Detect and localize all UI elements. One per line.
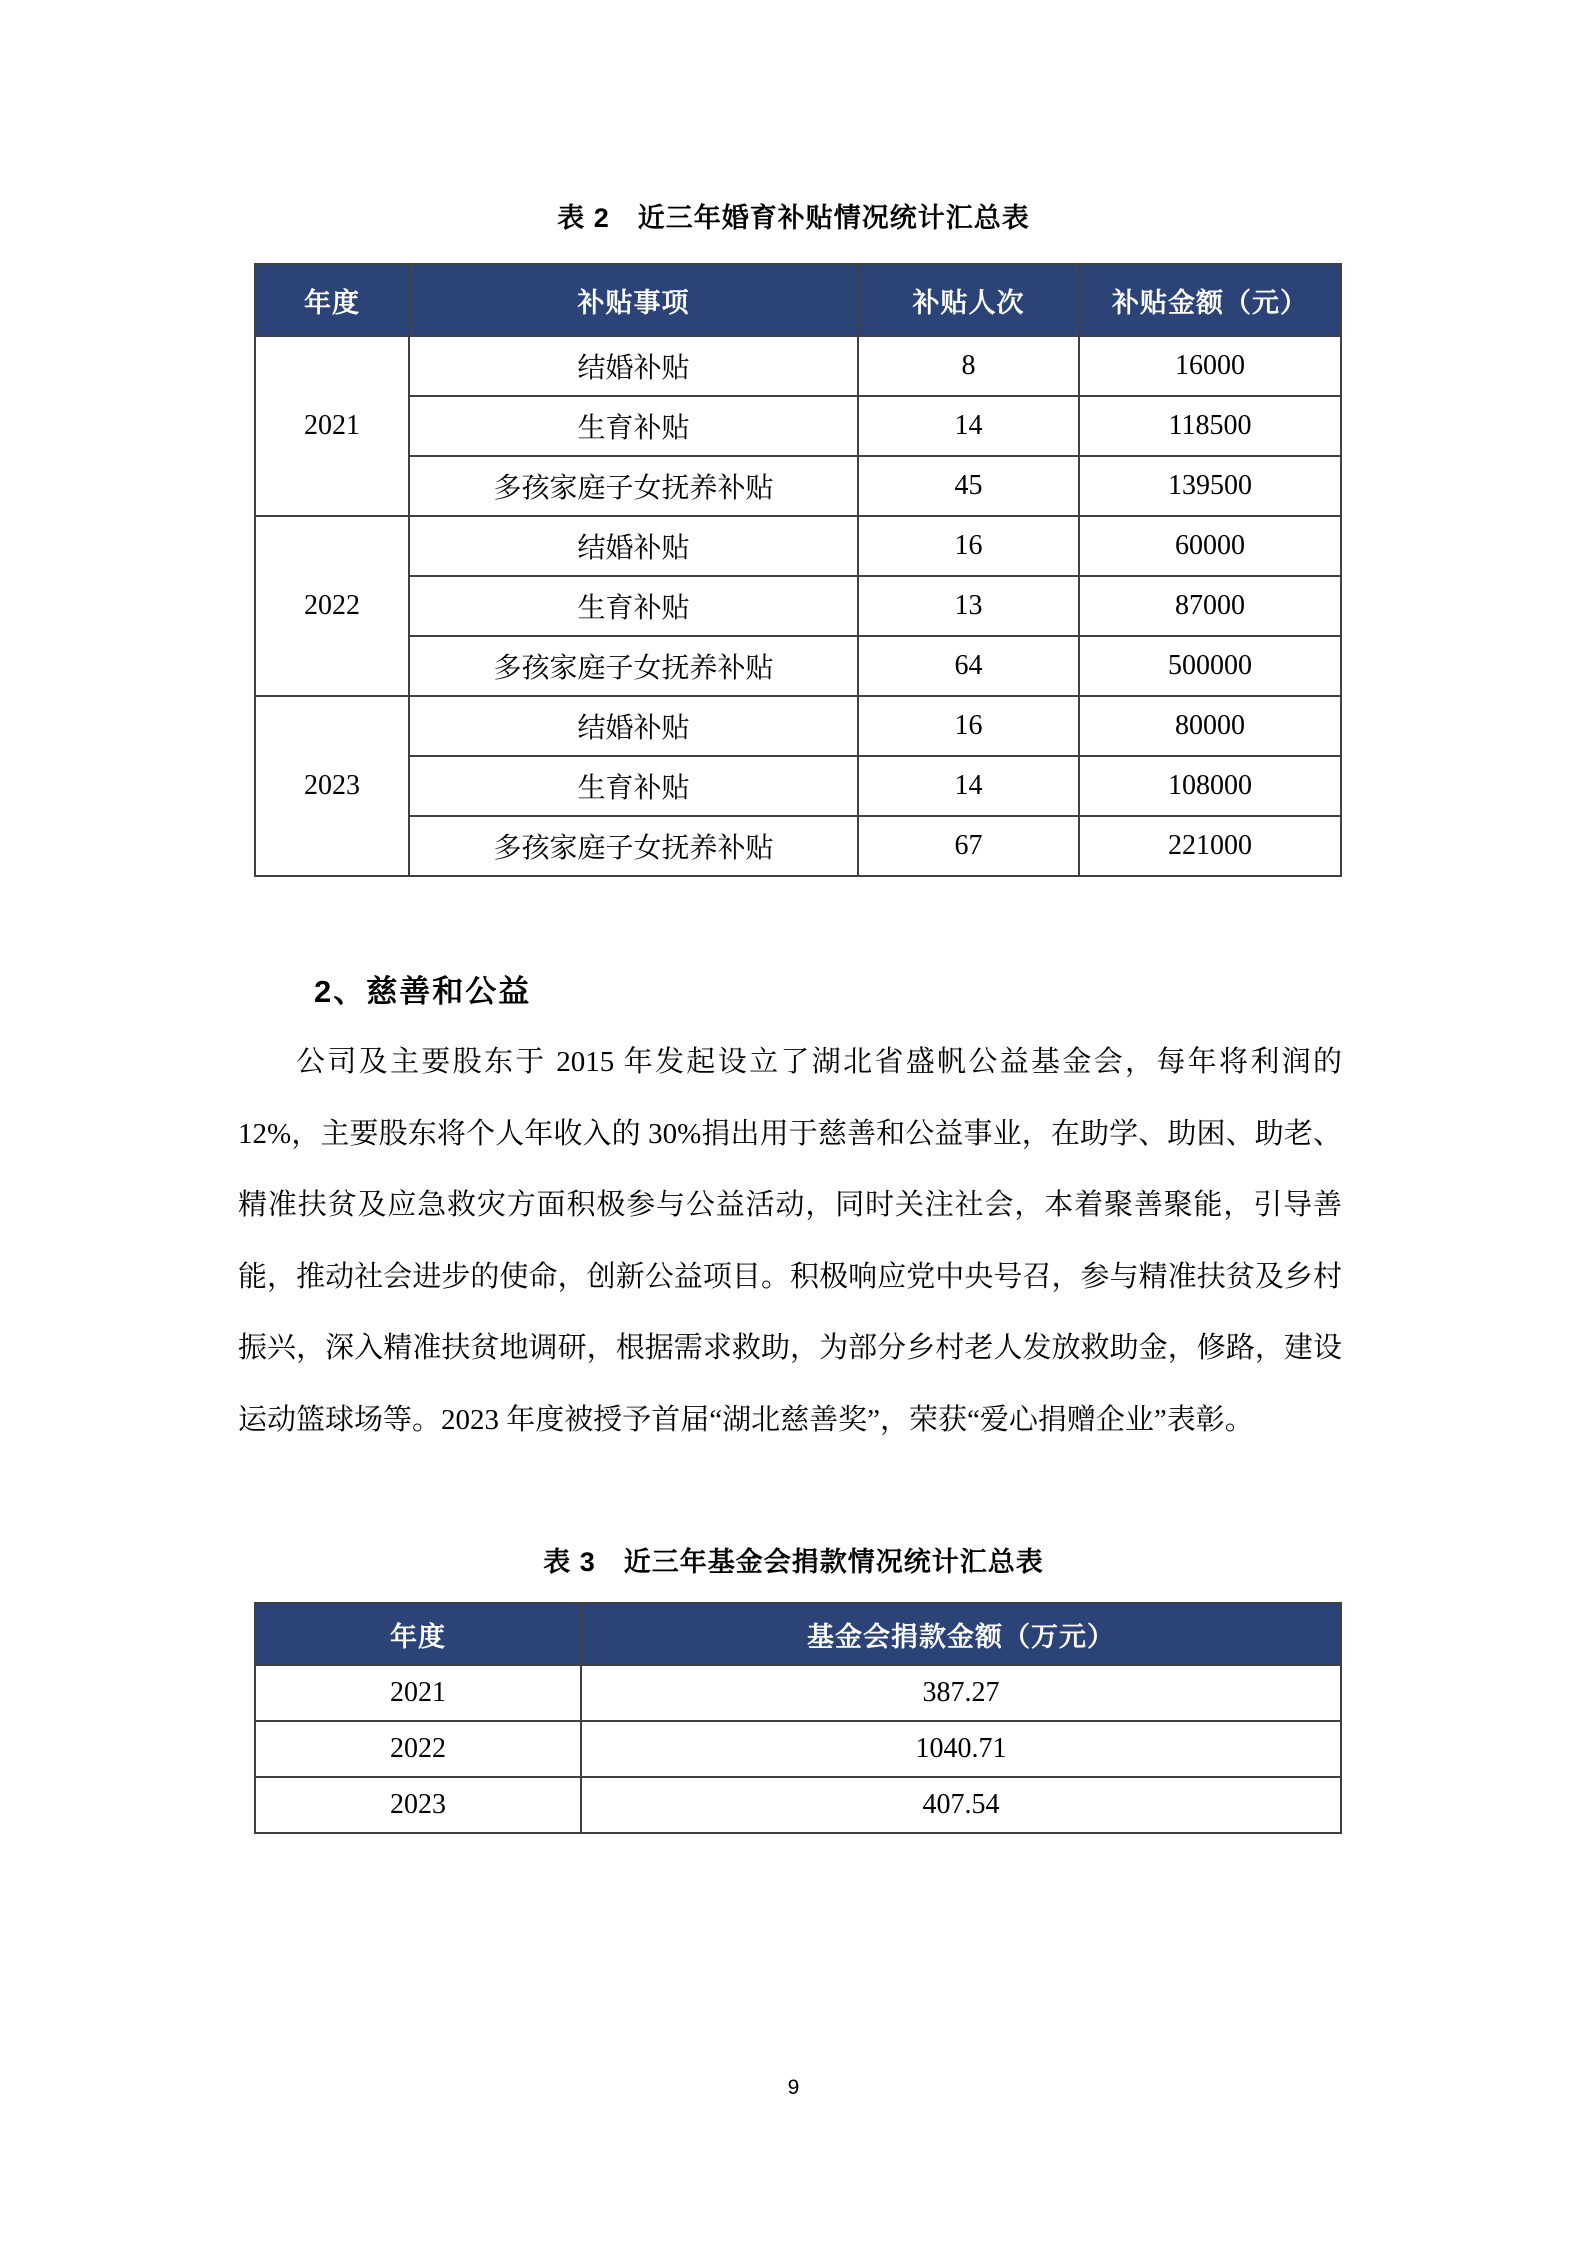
- donation-cell: 407.54: [581, 1777, 1341, 1833]
- table2-header-row: [255, 264, 1341, 336]
- table-row: [255, 696, 1341, 756]
- col-header-subsidy-amount: 补贴金额（元）: [1079, 264, 1341, 336]
- count-cell: 67: [858, 816, 1079, 876]
- col-header-year: 年度: [255, 1603, 581, 1665]
- count-cell: 13: [858, 576, 1079, 636]
- amount-cell: 221000: [1079, 816, 1341, 876]
- table-row: [255, 1777, 1341, 1833]
- col-header-subsidy-count: 补贴人次: [858, 264, 1079, 336]
- table-row: [255, 756, 1341, 816]
- table2-caption: 表 2 近三年婚育补贴情况统计汇总表: [557, 203, 1030, 233]
- table-row: [255, 336, 1341, 396]
- item-cell: 结婚补贴: [409, 696, 858, 756]
- count-cell: 16: [858, 516, 1079, 576]
- item-cell: 生育补贴: [409, 396, 858, 456]
- table-row: [255, 396, 1341, 456]
- page-number: 9: [787, 2076, 800, 2099]
- table3-header-row: [255, 1603, 1341, 1665]
- col-header-subsidy-item: 补贴事项: [409, 264, 858, 336]
- count-cell: 14: [858, 756, 1079, 816]
- table-row: [255, 816, 1341, 876]
- year-cell: 2022: [255, 516, 409, 696]
- col-header-donation-amount: 基金会捐款金额（万元）: [581, 1603, 1341, 1665]
- col-header-year: 年度: [255, 264, 409, 336]
- count-cell: 64: [858, 636, 1079, 696]
- count-cell: 45: [858, 456, 1079, 516]
- amount-cell: 60000: [1079, 516, 1341, 576]
- donation-cell: 387.27: [581, 1665, 1341, 1721]
- item-cell: 结婚补贴: [409, 336, 858, 396]
- table-row: [255, 636, 1341, 696]
- item-cell: 结婚补贴: [409, 516, 858, 576]
- amount-cell: 16000: [1079, 336, 1341, 396]
- donation-cell: 1040.71: [581, 1721, 1341, 1777]
- table-row: [255, 576, 1341, 636]
- table-row: [255, 516, 1341, 576]
- amount-cell: 118500: [1079, 396, 1341, 456]
- year-cell: 2021: [255, 1665, 581, 1721]
- charity-paragraph: 公司及主要股东于 2015 年发起设立了湖北省盛帆公益基金会，每年将利润的 12%，主要股东将个人年收入的 30%捐出用于慈善和公益事业，在助学、助困、助老、精准扶贫及应急救灾方面积极参与公益活动，同时关注社会，本着聚善聚能，引导善能，推动社会进步的使命，创新公益项目。积极响应党中央号召，参与精准扶贫及乡村振兴，深入精准扶贫地调研，根据需求救助，为部分乡村老人发放救助金，修路，建设运动篮球场等。2023 年度被授予首届“湖北慈善奖”，荣获“爱心捐赠企业”表彰。: [238, 1046, 1342, 1436]
- item-cell: 生育补贴: [409, 576, 858, 636]
- section-heading-charity: 2、慈善和公益: [314, 974, 532, 1009]
- table-row: [255, 1721, 1341, 1777]
- amount-cell: 500000: [1079, 636, 1341, 696]
- year-cell: 2023: [255, 696, 409, 876]
- table2-marriage-subsidy-table: [254, 263, 1342, 877]
- table3-foundation-donation-table: [254, 1602, 1342, 1834]
- table-row: [255, 456, 1341, 516]
- amount-cell: 139500: [1079, 456, 1341, 516]
- count-cell: 8: [858, 336, 1079, 396]
- year-cell: 2021: [255, 336, 409, 516]
- amount-cell: 80000: [1079, 696, 1341, 756]
- item-cell: 多孩家庭子女抚养补贴: [409, 456, 858, 516]
- amount-cell: 87000: [1079, 576, 1341, 636]
- item-cell: 多孩家庭子女抚养补贴: [409, 636, 858, 696]
- year-cell: 2022: [255, 1721, 581, 1777]
- table3-caption: 表 3 近三年基金会捐款情况统计汇总表: [543, 1547, 1044, 1577]
- count-cell: 14: [858, 396, 1079, 456]
- item-cell: 生育补贴: [409, 756, 858, 816]
- amount-cell: 108000: [1079, 756, 1341, 816]
- count-cell: 16: [858, 696, 1079, 756]
- year-cell: 2023: [255, 1777, 581, 1833]
- table-row: [255, 1665, 1341, 1721]
- item-cell: 多孩家庭子女抚养补贴: [409, 816, 858, 876]
